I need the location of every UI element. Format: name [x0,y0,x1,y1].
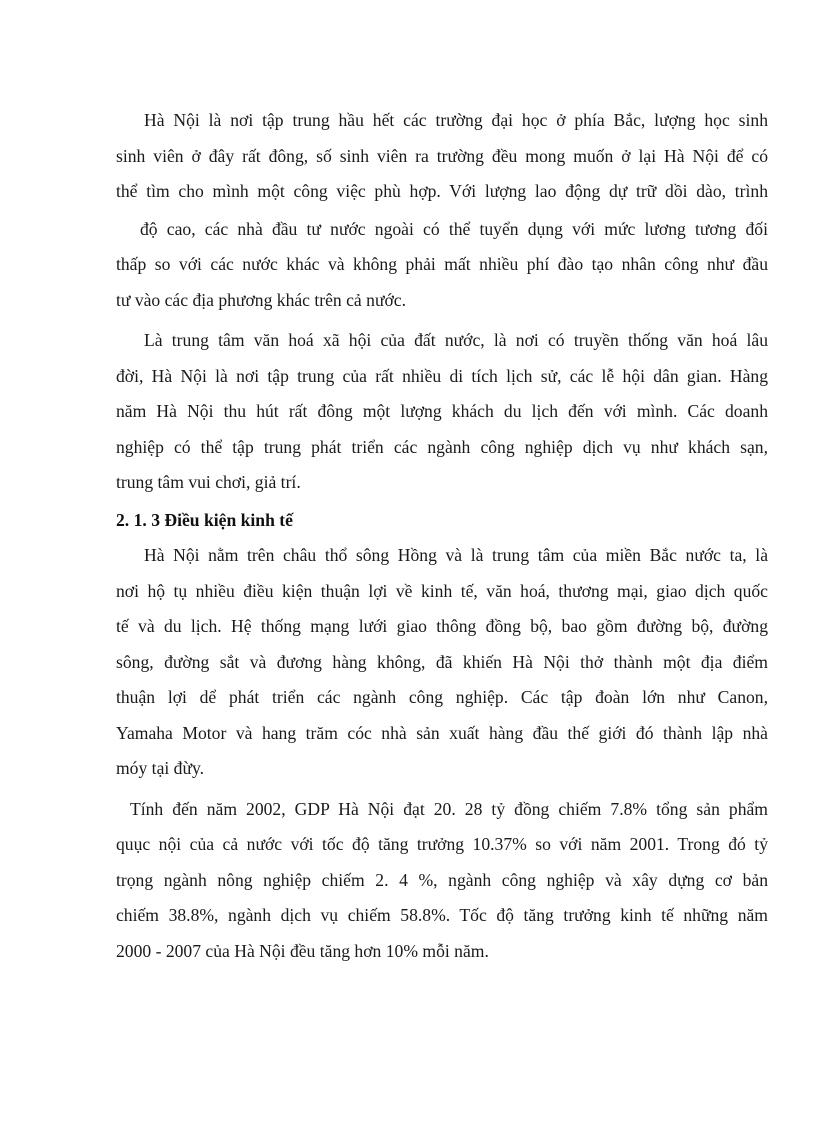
text-line: nghiệp có thể tập trung phát triển các ngành công nghiệp dịch vụ như khách sạn, [116,436,768,457]
text-line: sinh viên ở đây rất đông, số sinh viên ra trường đều mong muốn ở lại Hà Nội để có [116,145,768,166]
text-line: Tính đến năm 2002, GDP Hà Nội đạt 20. 28 tỷ đồng chiếm 7.8% tổng sản phẩm [130,798,768,819]
text-line: năm Hà Nội thu hút rất đông một lượng khách du lịch đến với mình. Các doanh [116,401,768,421]
text-line: thuận lợi dể phát triển các ngành công nghiệp. Các tập đoàn lớn như Canon, [116,687,768,707]
text-line: độ cao, các nhà đầu tư nước ngoài có thể tuyển dụng với mức lương tương đối [140,218,768,239]
text-line: sông, đường sắt và đương hàng không, đã khiến Hà Nội thở thành một địa điểm [116,651,768,672]
paragraph-culture-tourism [116,323,768,501]
text-line: móy tại đừy. [116,758,205,778]
text-line: tư vào các địa phương khác trên cả nước. [116,289,406,310]
text-line: chiếm 38.8%, ngành dịch vụ chiếm 58.8%. Tốc độ tăng trưởng kinh tế những năm [116,905,768,925]
text-line: nơi hộ tụ nhiều điều kiện thuận lợi về kinh tế, văn hoá, thương mại, giao dịch quốc [116,580,768,601]
text-line: quục nội của cả nước với tốc độ tăng trưởng 10.37% so với năm 2001. Trong đó tỷ [116,834,768,854]
text-line: tế và du lịch. Hệ thống mạng lưới giao thông đồng bộ, bao gồm đường bộ, đường [116,616,768,636]
text-line: 2000 - 2007 của Hà Nội đều tăng hơn 10% mỗi năm. [116,940,489,961]
text-line: Là trung tâm văn hoá xã hội của đất nước, là nơi có truyền thống văn hoá lâu [144,330,768,350]
text-line: trung tâm vui chơi, giả trí. [116,472,301,492]
text-line: Hà Nội là nơi tập trung hầu hết các trường đại học ở phía Bắc, lượng học sinh [144,110,768,130]
document-body [116,103,768,969]
paragraph-economic-conditions [116,538,768,787]
text-line: đời, Hà Nội là nơi tập trung của rất nhiều di tích lịch sử, các lễ hội dân gian. Hàng [116,365,768,386]
text-line: thể tìm cho mình một công việc phù hợp. Với lượng lao động dự trữ dồi dào, trình [116,181,768,201]
text-line: Yamaha Motor và hang trăm cóc nhà sản xuất hàng đầu thế giới đó thành lập nhà [116,722,768,743]
section-heading: 2. 1. 3 Điều kiện kinh tế [116,509,293,530]
text-line: thấp so với các nước khác và không phải mất nhiều phí đào tạo nhân công như đầu [116,254,768,274]
text-line: trọng ngành nông nghiệp chiếm 2. 4 %, ngành công nghiệp và xây dựng cơ bản [116,869,768,890]
paragraph-students-labor [116,103,768,318]
text-line: Hà Nội nằm trên châu thổ sông Hồng và là trung tâm của miền Bắc nước ta, là [144,545,768,565]
paragraph-gdp [116,792,768,970]
